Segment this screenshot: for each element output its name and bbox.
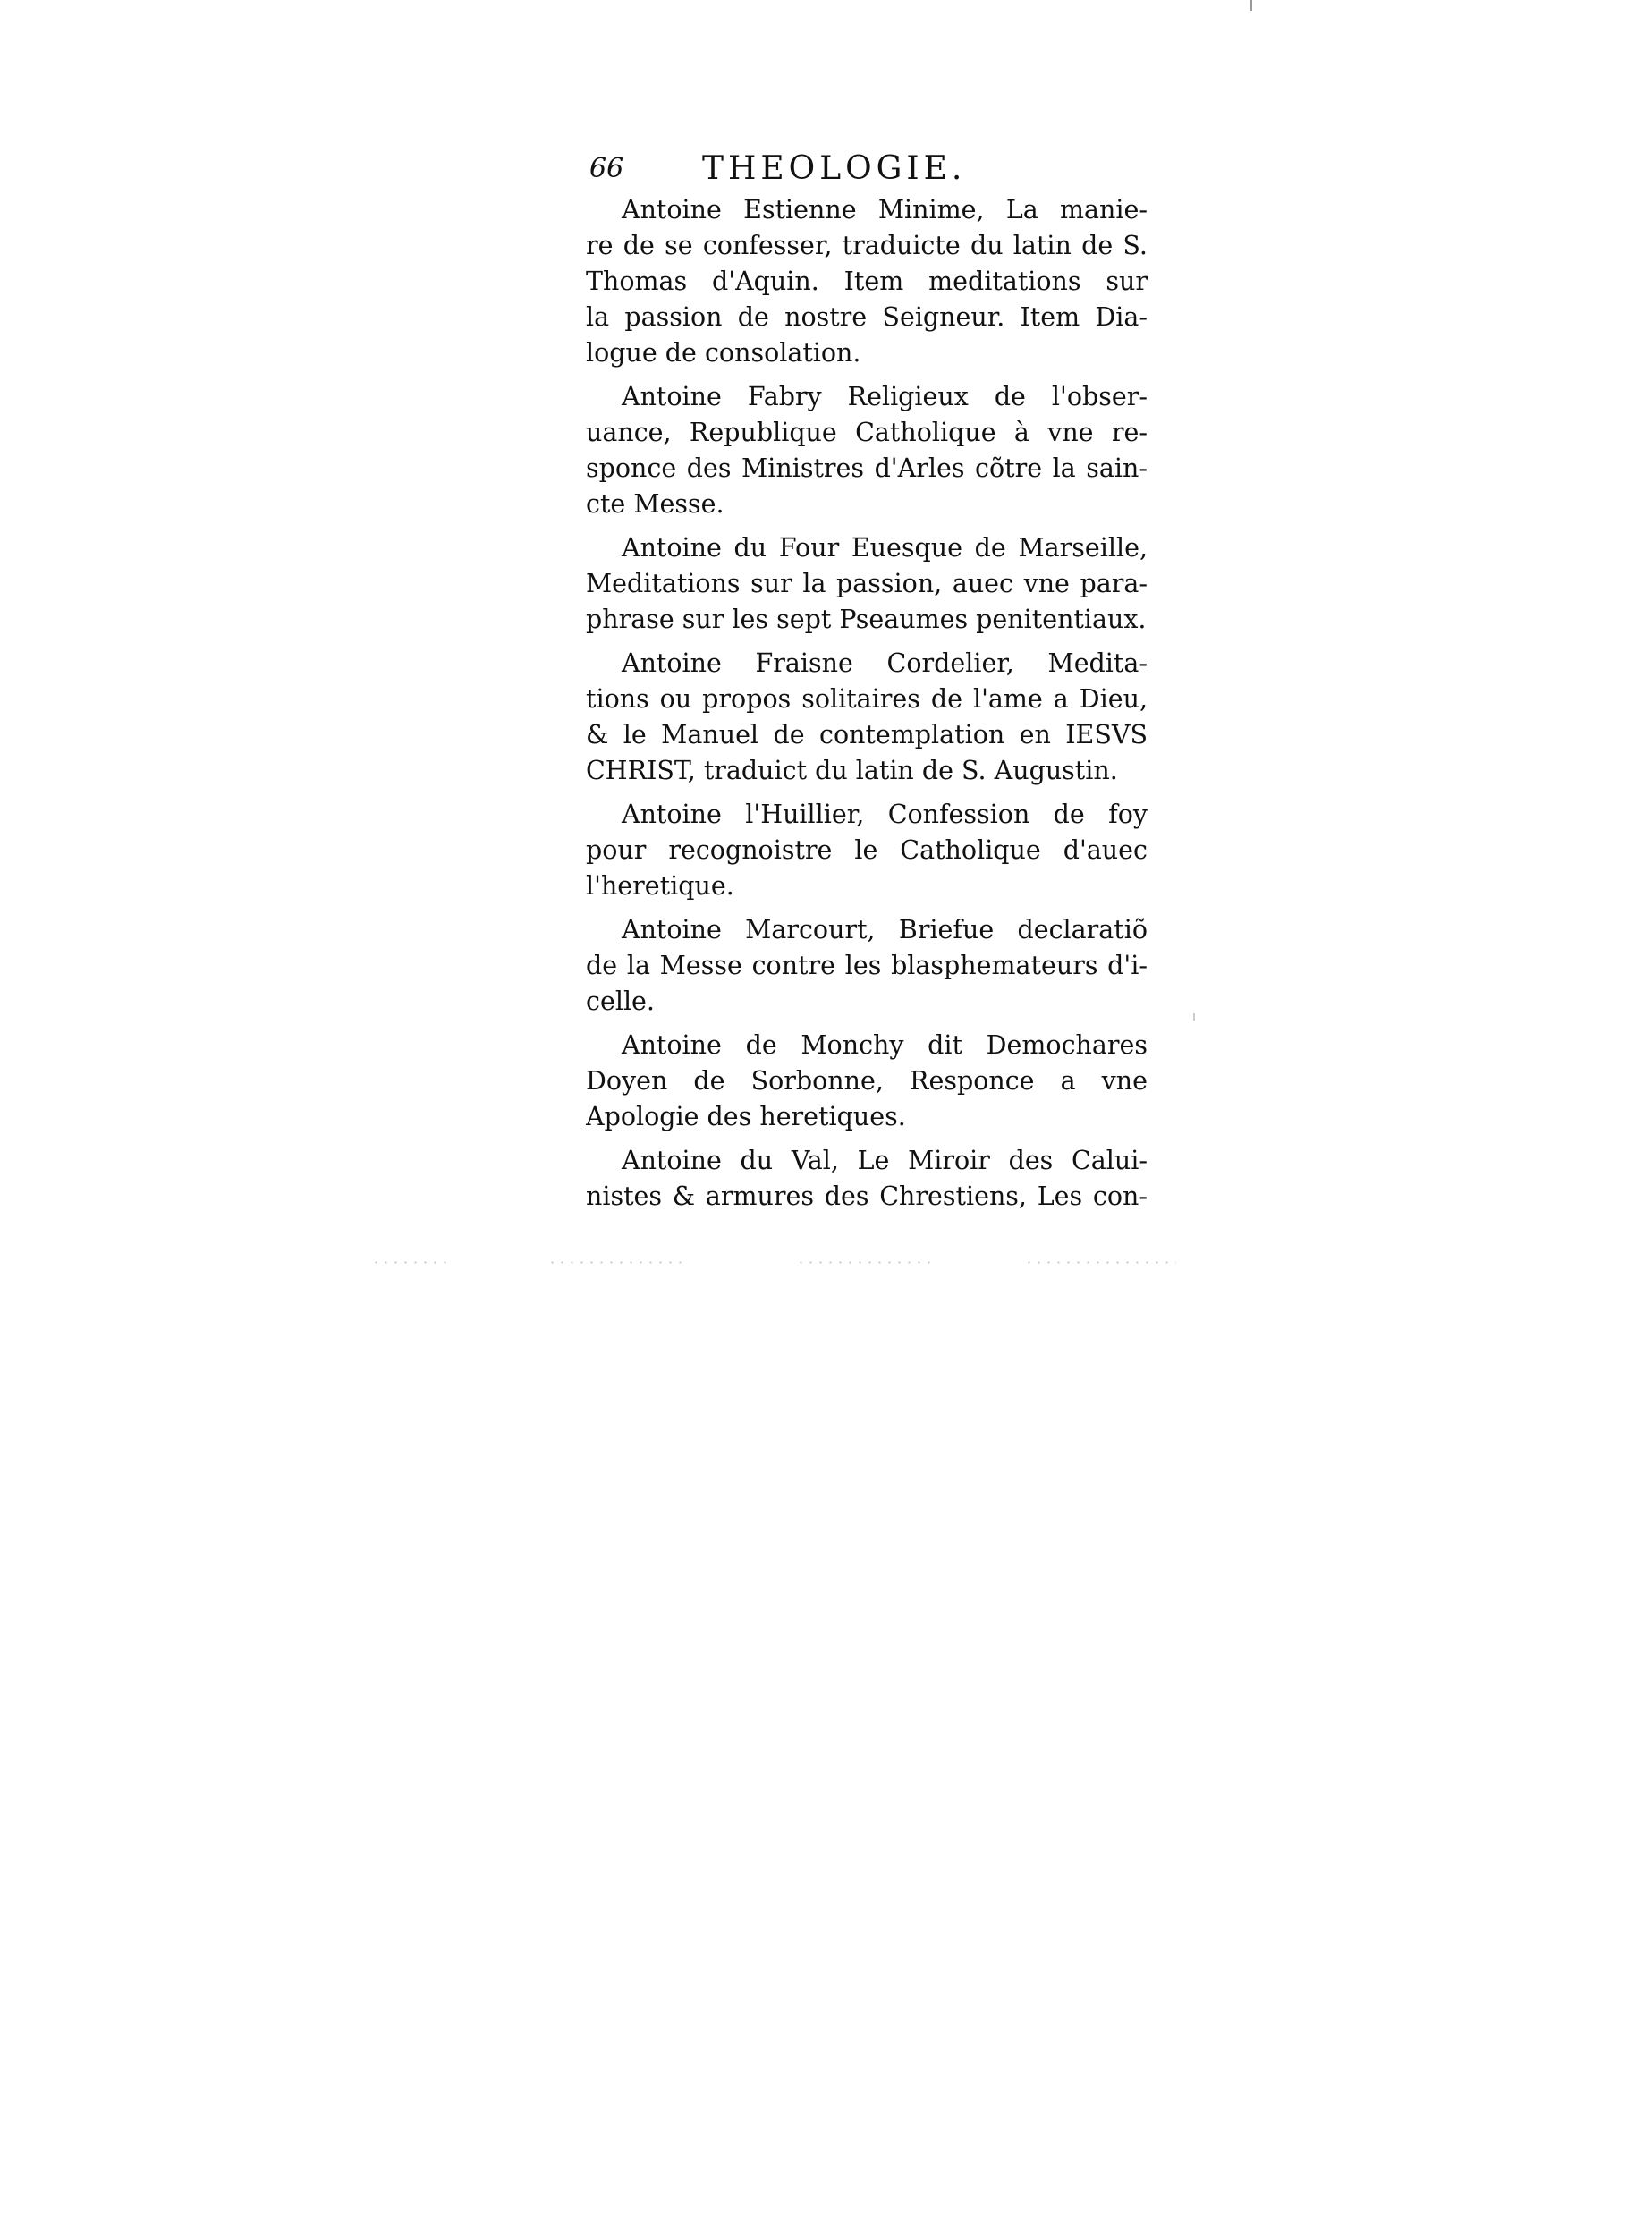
entry-line: cte Messe.: [586, 489, 724, 519]
entry-line: Apologie des heretiques.: [586, 1102, 906, 1131]
entry-line: Doyen de Sorbonne, Responce a vne: [586, 1066, 1148, 1096]
scan-dotted-line: [547, 1261, 682, 1264]
entry-marcourt: [586, 912, 1148, 1020]
entry-line: Thomas d'Aquin. Item meditations sur: [586, 267, 1148, 296]
page-edge-mark: [1250, 0, 1252, 11]
entry-line: phrase sur les sept Pseaumes penitentiaux.: [586, 605, 1147, 634]
entry-line: celle.: [586, 987, 655, 1016]
page-number: 66: [589, 153, 624, 184]
entry-line: CHRIST, traduict du latin de S. Augustin.: [586, 756, 1118, 785]
entry-du-four: [586, 530, 1148, 638]
entry-line: Meditations sur la passion, auec vne para-: [586, 569, 1148, 598]
entry-line: re de se confesser, traduicte du latin de S.: [586, 231, 1148, 260]
scan-dotted-line: [1024, 1261, 1176, 1264]
entry-line: uance, Republique Catholique à vne re-: [586, 418, 1148, 447]
section-title: THEOLOGIE.: [702, 150, 967, 187]
entry-huillier: [586, 797, 1148, 904]
entry-line: Antoine Marcourt, Briefue declaratiõ: [622, 915, 1148, 944]
scan-dotted-line: [371, 1261, 452, 1264]
entry-line: Antoine l'Huillier, Confession de foy: [622, 800, 1148, 829]
entry-line: Antoine Fraisne Cordelier, Medita-: [622, 648, 1148, 678]
entry-estienne: [586, 192, 1148, 371]
entry-line: logue de consolation.: [586, 338, 861, 368]
entry-line: tions ou propos solitaires de l'ame a Dieu,: [586, 684, 1148, 714]
scan-dotted-line: [796, 1261, 930, 1264]
entry-line: la passion de nostre Seigneur. Item Dia-: [586, 302, 1148, 332]
entry-du-val: [586, 1143, 1148, 1215]
entry-fraisne: [586, 646, 1148, 789]
entry-line: & le Manuel de contemplation en IESVS: [586, 720, 1148, 750]
page-text-block: [586, 148, 1148, 1223]
entry-line: Antoine Fabry Religieux de l'obser-: [622, 382, 1148, 411]
entry-line: sponce des Ministres d'Arles cõtre la sain-: [586, 453, 1148, 483]
entry-line: l'heretique.: [586, 871, 734, 901]
entry-monchy: [586, 1028, 1148, 1135]
entry-line: Antoine de Monchy dit Demochares: [622, 1030, 1148, 1060]
running-head: [586, 148, 1148, 191]
entry-fabry: [586, 379, 1148, 522]
entry-line: Antoine Estienne Minime, La manie-: [622, 195, 1148, 224]
entry-line: pour recognoistre le Catholique d'auec: [586, 835, 1148, 865]
entry-line: de la Messe contre les blasphemateurs d'i-: [586, 951, 1148, 980]
entry-line: Antoine du Four Euesque de Marseille,: [622, 533, 1148, 563]
scan-speck: [1193, 1013, 1195, 1021]
entry-line: nistes & armures des Chrestiens, Les con-: [586, 1182, 1148, 1211]
entry-line: Antoine du Val, Le Miroir des Calui-: [622, 1146, 1148, 1175]
